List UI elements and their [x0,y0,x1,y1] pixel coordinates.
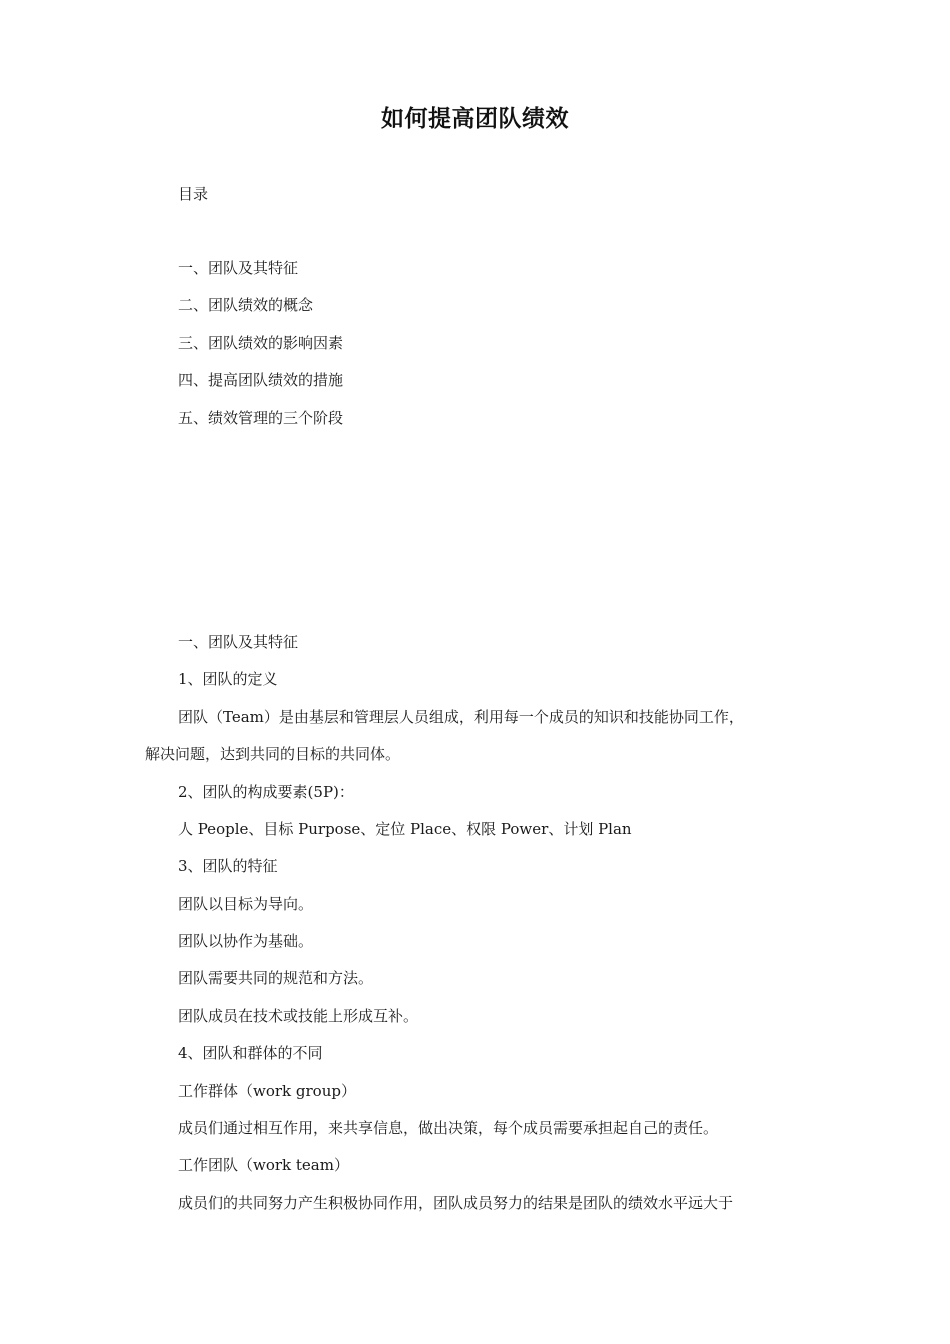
toc-heading: 目录 [178,185,209,203]
feature-item-4: 团队成员在技术或技能上形成互补。 [178,1007,419,1025]
document-title: 如何提高团队绩效 [381,106,569,132]
work-team-label: 工作团队（work team） [178,1156,349,1174]
toc-item-3: 三、团队绩效的影响因素 [178,334,344,352]
subsection-heading-difference: 4、团队和群体的不同 [178,1044,323,1062]
paragraph-definition-line2: 解决问题，达到共同的目标的共同体。 [145,745,401,763]
feature-item-3: 团队需要共同的规范和方法。 [178,969,374,987]
work-team-text: 成员们的共同努力产生积极协同作用，团队成员努力的结果是团队的绩效水平远大于 [178,1194,734,1212]
subsection-heading-elements: 2、团队的构成要素(5P)： [178,783,354,801]
section-heading: 一、团队及其特征 [178,633,299,651]
subsection-heading-features: 3、团队的特征 [178,857,278,875]
feature-item-1: 团队以目标为导向。 [178,895,314,913]
work-group-label: 工作群体（work group） [178,1082,356,1100]
toc-item-2: 二、团队绩效的概念 [178,296,314,314]
toc-item-4: 四、提高团队绩效的措施 [178,371,344,389]
paragraph-definition-line1: 团队（Team）是由基层和管理层人员组成，利用每一个成员的知识和技能协同工作， [178,708,744,726]
subsection-heading-definition: 1、团队的定义 [178,670,278,688]
toc-item-5: 五、绩效管理的三个阶段 [178,409,344,427]
work-group-text: 成员们通过相互作用，来共享信息，做出决策，每个成员需要承担起自己的责任。 [178,1119,719,1137]
feature-item-2: 团队以协作为基础。 [178,932,314,950]
paragraph-elements: 人 People、目标 Purpose、定位 Place、权限 Power、计划 Plan [178,820,632,838]
toc-item-1: 一、团队及其特征 [178,259,299,277]
